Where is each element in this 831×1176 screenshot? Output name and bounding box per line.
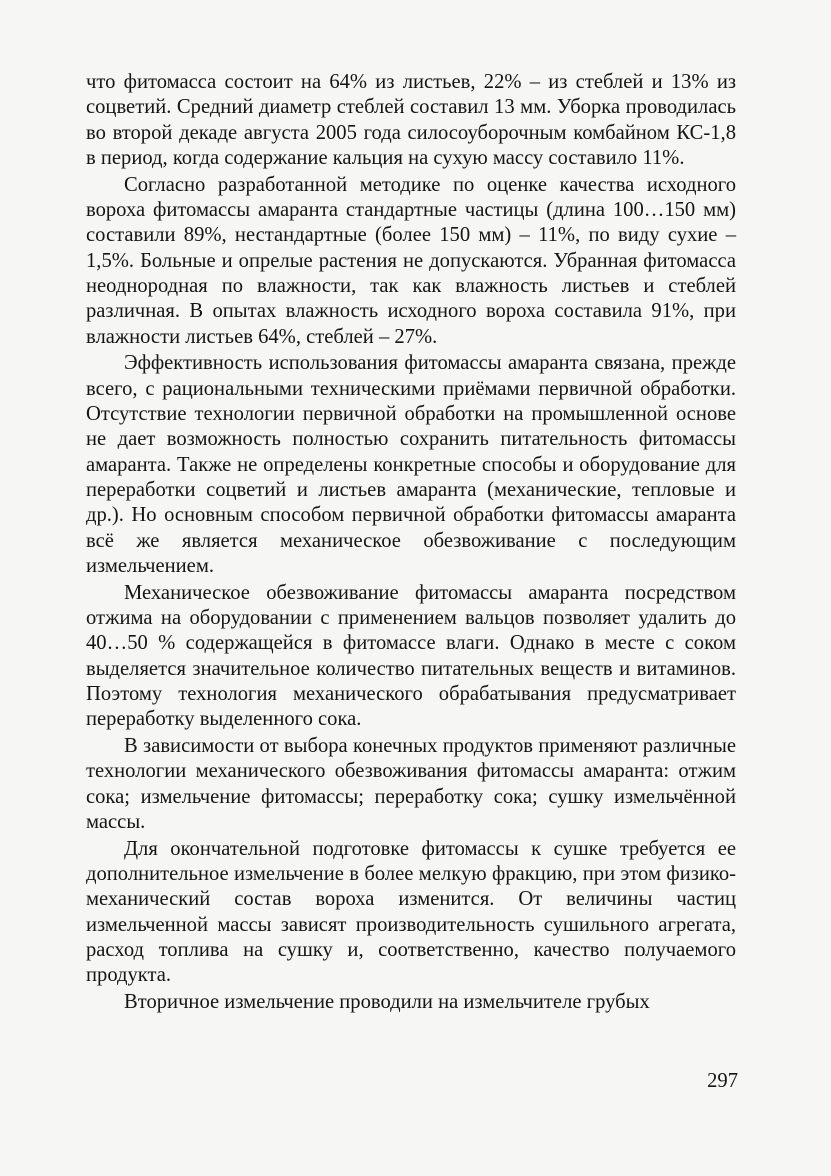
paragraph-6: Для окончательной подготовке фитомассы к сушке требуется ее дополнительное измельчение в более мелкую фракцию, при этом физико-механический состав вороха изменится. От величины частиц измельченной массы зависят производительность сушильного агрегата, расход топлива на сушку и, соответственно, качество получаемого продукта. [86,837,736,987]
paragraph-2: Согласно разработанной методике по оценке качества исходного вороха фитомассы амаранта стандартные частицы (длина 100…150 мм) составили 89%, нестандартные (более 150 мм) – 11%, по виду сухие – 1,5%. Больные и опрелые растения не допускаются. Убранная фитомасса неоднородная по влажности, так как влажность листьев и стеблей различная. В опытах влажность исходного вороха составила 91%, при влажности листьев 64%, стеблей – 27%. [86,173,736,348]
paragraph-7: Вторичное измельчение проводили на измельчителе грубых [124,991,650,1014]
body-text [86,70,736,1017]
paragraph-1: что фитомасса состоит на 64% из листьев, 22% – из стеблей и 13% из соцветий. Средний диаметр стеблей составил 13 мм. Уборка проводилась во второй декаде августа 2005 года силосоуборочным комбайном КС-1,8 в период, когда содержание кальция на сухую массу составило 11%. [86,71,736,169]
page-number: 297 [707,1070,738,1092]
paragraph-5: В зависимости от выбора конечных продуктов применяют различные технологии механического обезвоживания фитомассы амаранта: отжим сока; измельчение фитомассы; переработку сока; сушку измельчённой массы. [86,735,736,833]
paragraph-4: Механическое обезвоживание фитомассы амаранта посредством отжима на оборудовании с применением вальцов позволяет удалить до 40…50 % содержащейся в фитомассе влаги. Однако в месте с соком выделяется значительное количество питательных веществ и витаминов. Поэтому технология механического обрабатывания предусматривает переработку выделенного сока. [86,581,736,731]
paragraph-3: Эффективность использования фитомассы амаранта связана, прежде всего, с рациональными техническими приёмами первичной обработки. Отсутствие технологии первичной обработки на промышленной основе не дает возможность полностью сохранить питательность фитомассы амаранта. Также не определены конкретные способы и оборудование для переработки соцветий и листьев амаранта (механические, тепловые и др.). Но основным способом первичной обработки фитомассы амаранта всё же является механическое обезвоживание с последующим измельчением. [86,352,736,577]
